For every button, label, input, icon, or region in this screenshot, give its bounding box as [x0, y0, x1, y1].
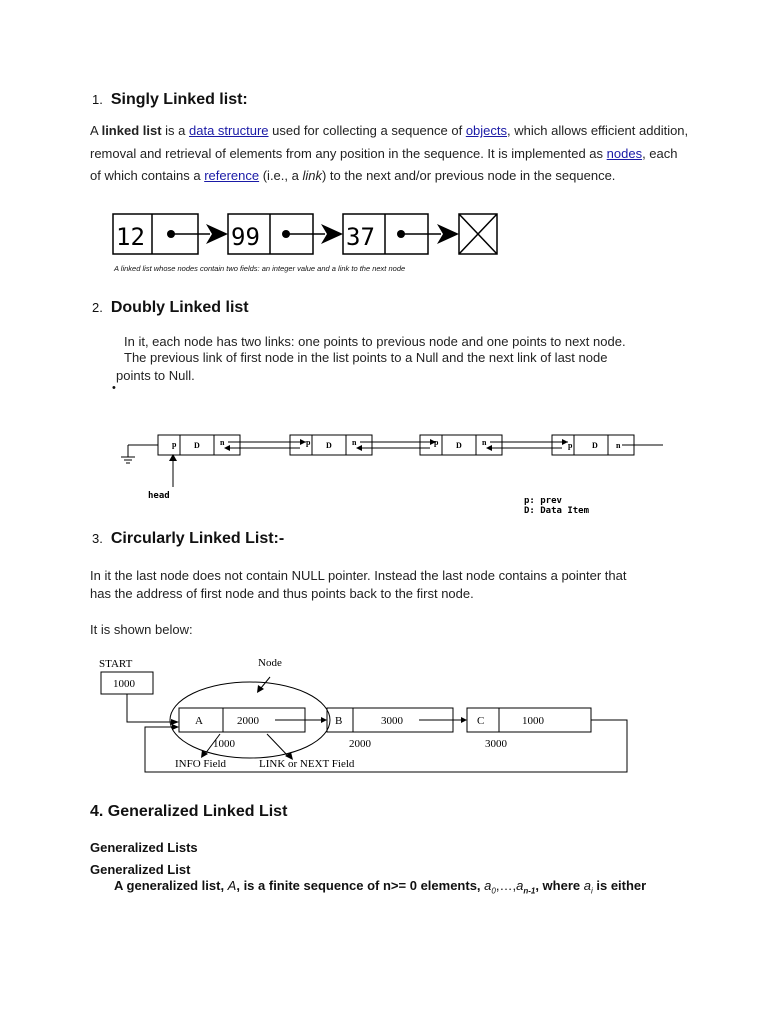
bullet-glyph: •: [112, 382, 116, 394]
section2-title: Doubly Linked list: [110, 299, 249, 316]
section4-title: 4. Generalized Linked List: [90, 803, 288, 820]
text-fragment: ) to the next and/or previous node in the sequence.: [321, 168, 616, 183]
section2-heading: [92, 299, 249, 317]
node-value-1: 12: [116, 223, 145, 251]
circular-node-1-addr: 1000: [213, 738, 235, 750]
cell-d-label: D: [592, 441, 598, 450]
section1-heading: [92, 91, 248, 109]
circular-node-2-info: B: [335, 715, 343, 727]
node-value-2: 99: [231, 223, 260, 251]
arrow-head-icon: [172, 724, 179, 730]
section2-line1: In it, each node has two links: one points to previous node and one points to next node.: [124, 334, 626, 349]
text-fragment: is a: [161, 123, 190, 138]
circular-node-3-link: 1000: [522, 715, 544, 727]
link-term: link: [302, 168, 322, 183]
subscript-n-1: n-1: [523, 886, 536, 896]
circular-node-1-link: 2000: [237, 715, 259, 727]
head-label: head: [148, 491, 170, 501]
pointer-dot-icon: [397, 230, 405, 238]
var-a0: a: [484, 878, 492, 893]
text-fragment: used for collecting a sequence of: [268, 123, 466, 138]
node-label: Node: [258, 657, 282, 669]
text-fragment: , each of which contains a: [90, 145, 678, 183]
start-value: 1000: [113, 678, 135, 690]
cell-n-label: n: [482, 438, 487, 447]
cell-d-label: D: [326, 441, 332, 450]
section3-number: 3.: [92, 531, 103, 546]
subscript-i: i: [590, 886, 593, 896]
arrow-head-icon: [321, 717, 327, 723]
start-label: START: [99, 658, 133, 670]
legend-data: D: Data Item: [524, 506, 590, 516]
cell-d-label: D: [456, 441, 462, 450]
link-nodes[interactable]: nodes: [606, 145, 643, 161]
section3-line1: In it the last node does not contain NULL pointer. Instead the last node contains a pointer that: [90, 568, 627, 583]
pointer-dot-icon: [282, 230, 290, 238]
section3-heading: [92, 530, 284, 548]
var-ai: a: [583, 878, 591, 893]
arrow-head-icon: [224, 445, 230, 451]
arrow-head-icon: [461, 717, 467, 723]
section1-number: 1.: [92, 92, 103, 107]
arrow-head-icon: [356, 445, 362, 451]
circular-node-3-addr: 3000: [485, 738, 507, 750]
link-data-structure[interactable]: data structure: [189, 123, 269, 138]
generalized-list-subheading: Generalized List: [90, 862, 191, 877]
section2-number: 2.: [92, 300, 103, 315]
section2-line2: The previous link of first node in the list points to a Null and the next link of last node: [124, 350, 608, 365]
section3-title: Circularly Linked List:-: [110, 530, 285, 547]
section3-line2: has the address of first node and thus points back to the first node.: [90, 586, 474, 601]
arrow-head-icon: [486, 445, 492, 451]
circular-node-3-info: C: [477, 715, 485, 727]
cell-p-label: p: [172, 440, 177, 449]
circular-linked-list-diagram: [95, 652, 635, 777]
generalized-lists-subheading: Generalized Lists: [90, 840, 198, 855]
text-fragment: (i.e., a: [259, 168, 303, 183]
start-pointer-line: [127, 694, 175, 722]
link-field-label: LINK or NEXT Field: [259, 758, 355, 770]
circular-node-1-info: A: [195, 715, 203, 727]
link-field-pointer: [267, 734, 289, 757]
section1-title: Singly Linked list:: [110, 91, 248, 108]
linked-list-term: linked list: [101, 123, 162, 138]
circular-node-2-link: 3000: [381, 715, 403, 727]
var-a: A: [227, 878, 237, 893]
doubly-linked-list-diagram: [118, 425, 678, 520]
info-field-label: INFO Field: [175, 758, 227, 770]
section2-line3: points to Null.: [116, 368, 195, 383]
text-fragment: , is a finite sequence of n>= 0 elements,: [236, 878, 485, 893]
node-value-3: 37: [346, 223, 375, 251]
section1-paragraph: [90, 120, 690, 188]
circular-node-2-addr: 2000: [349, 738, 371, 750]
text-fragment: is either: [592, 878, 647, 893]
cell-n-label: n: [616, 441, 621, 450]
cell-p-label: p: [568, 441, 573, 450]
text-fragment: A: [90, 123, 102, 138]
text-fragment: ,…,: [495, 878, 517, 893]
singly-linked-list-diagram: [110, 210, 510, 260]
link-objects[interactable]: objects: [465, 123, 508, 138]
cell-n-label: n: [352, 438, 357, 447]
singly-list-caption: A linked list whose nodes contain two fields: an integer value and a link to the next node: [114, 264, 406, 273]
cell-p-label: p: [434, 438, 439, 447]
cell-d-label: D: [194, 441, 200, 450]
cell-p-label: p: [306, 438, 311, 447]
link-reference[interactable]: reference: [204, 168, 260, 183]
section3-shown: It is shown below:: [90, 622, 193, 637]
subscript-0: 0: [491, 886, 496, 896]
var-an: a: [516, 878, 524, 893]
legend-prev: p: prev: [524, 496, 562, 506]
cell-n-label: n: [220, 438, 225, 447]
text-fragment: A generalized list,: [114, 878, 228, 893]
generalized-list-definition: [114, 878, 646, 896]
text-fragment: , which allows efficient addition, removal and retrieval of elements from any position in the sequence. It is implemented as: [90, 123, 689, 161]
text-fragment: , where: [535, 878, 584, 893]
pointer-dot-icon: [167, 230, 175, 238]
